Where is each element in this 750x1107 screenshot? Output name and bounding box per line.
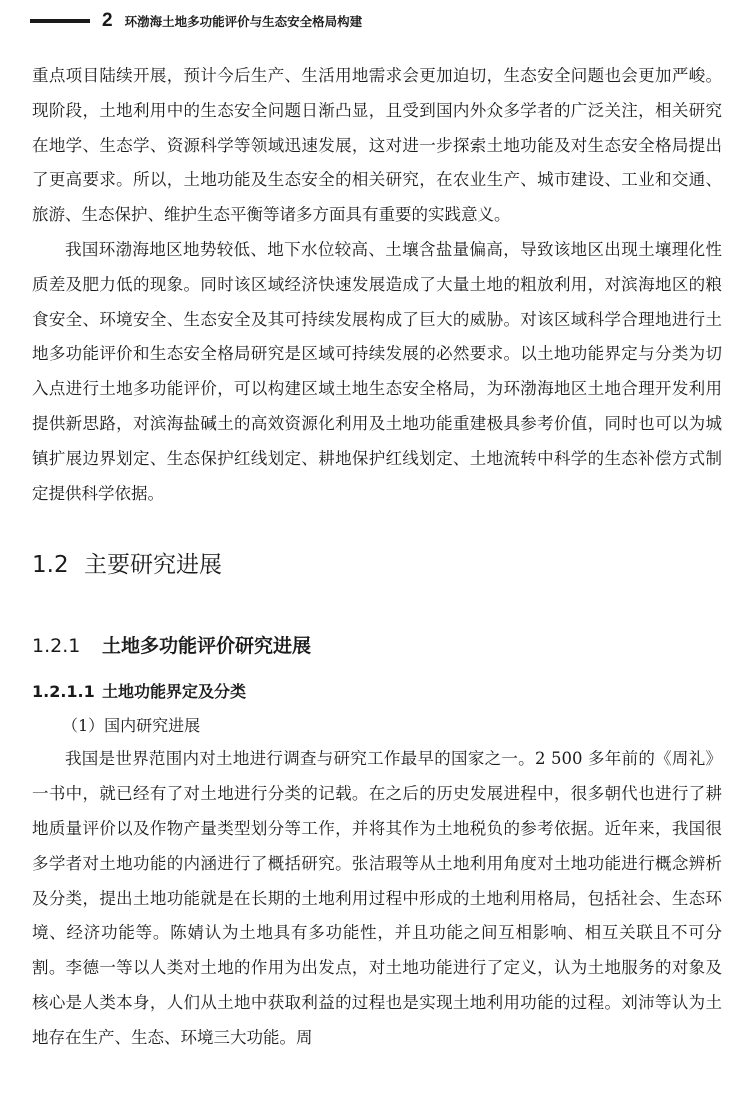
section-heading-1-2 (32, 545, 722, 585)
subsection-number: 1.2.1 (32, 635, 81, 658)
body-content (32, 59, 722, 1056)
page-number: 2 (102, 10, 113, 31)
running-title: 环渤海土地多功能评价与生态安全格局构建 (124, 14, 363, 29)
header-rule (30, 19, 90, 23)
list-item-domestic-research: （1）国内研究进展 (62, 716, 201, 736)
section-number: 1.2 (32, 552, 69, 579)
subsection-heading-1-2-1 (32, 629, 722, 663)
subsubsection-title: 土地功能界定及分类 (102, 682, 247, 702)
paragraph-3: 我国是世界范围内对土地进行调查与研究工作最早的国家之一。2 500 多年前的《周礼》一书中，就已经有了对土地进行分类的记载。在之后的历史发展进程中，很多朝代也进行了耕地质量评价以及作物产量类型划分等工作，并将其作为土地税负的参考依据。近年来，我国很多学者对土地功能的内涵进行了概括研究。张洁瑕等从土地利用角度对土地功能进行概念辨析及分类，提出土地功能就是在长期的土地利用过程中形成的土地利用格局，包括社会、生态环境、经济功能等。陈婧认为土地具有多功能性，并且功能之间互相影响、相互关联且不可分割。李德一等以人类对土地的作用为出发点，对土地功能进行了定义，认为土地服务的对象及核心是人类本身，人们从土地中获取利益的过程也是实现土地利用功能的过程。刘沛等认为土地存在生产、生态、环境三大功能。周 (32, 749, 722, 1047)
subsection-title: 土地多功能评价研究进展 (102, 635, 312, 658)
running-header (30, 8, 362, 34)
paragraph-2: 我国环渤海地区地势较低、地下水位较高、土壤含盐量偏高，导致该地区出现土壤理化性质差及肥力低的现象。同时该区域经济快速发展造成了大量土地的粗放利用，对滨海地区的粮食安全、环境安全、生态安全及其可持续发展构成了巨大的威胁。对该区域科学合理地进行土地多功能评价和生态安全格局研究是区域可持续发展的必然要求。以土地功能界定与分类为切入点进行土地多功能评价，可以构建区域土地生态安全格局，为环渤海地区土地合理开发利用提供新思路，对滨海盐碱土的高效资源化利用及土地功能重建极具参考价值，同时也可以为城镇扩展边界划定、生态保护红线划定、耕地保护红线划定、土地流转中科学的生态补偿方式制定提供科学依据。 (32, 239, 722, 503)
subsubsection-heading-1-2-1-1 (32, 677, 722, 707)
section-title: 主要研究进展 (84, 552, 222, 579)
subsubsection-number: 1.2.1.1 (32, 682, 95, 702)
paragraph-1: 重点项目陆续开展，预计今后生产、生活用地需求会更加迫切，生态安全问题也会更加严峻。现阶段，土地利用中的生态安全问题日渐凸显，且受到国内外众多学者的广泛关注，相关研究在地学、生态学、资源科学等领域迅速发展，这对进一步探索土地功能及对生态安全格局提出了更高要求。所以，土地功能及生态安全的相关研究，在农业生产、城市建设、工业和交通、旅游、生态保护、维护生态平衡等诸多方面具有重要的实践意义。 (32, 66, 722, 225)
